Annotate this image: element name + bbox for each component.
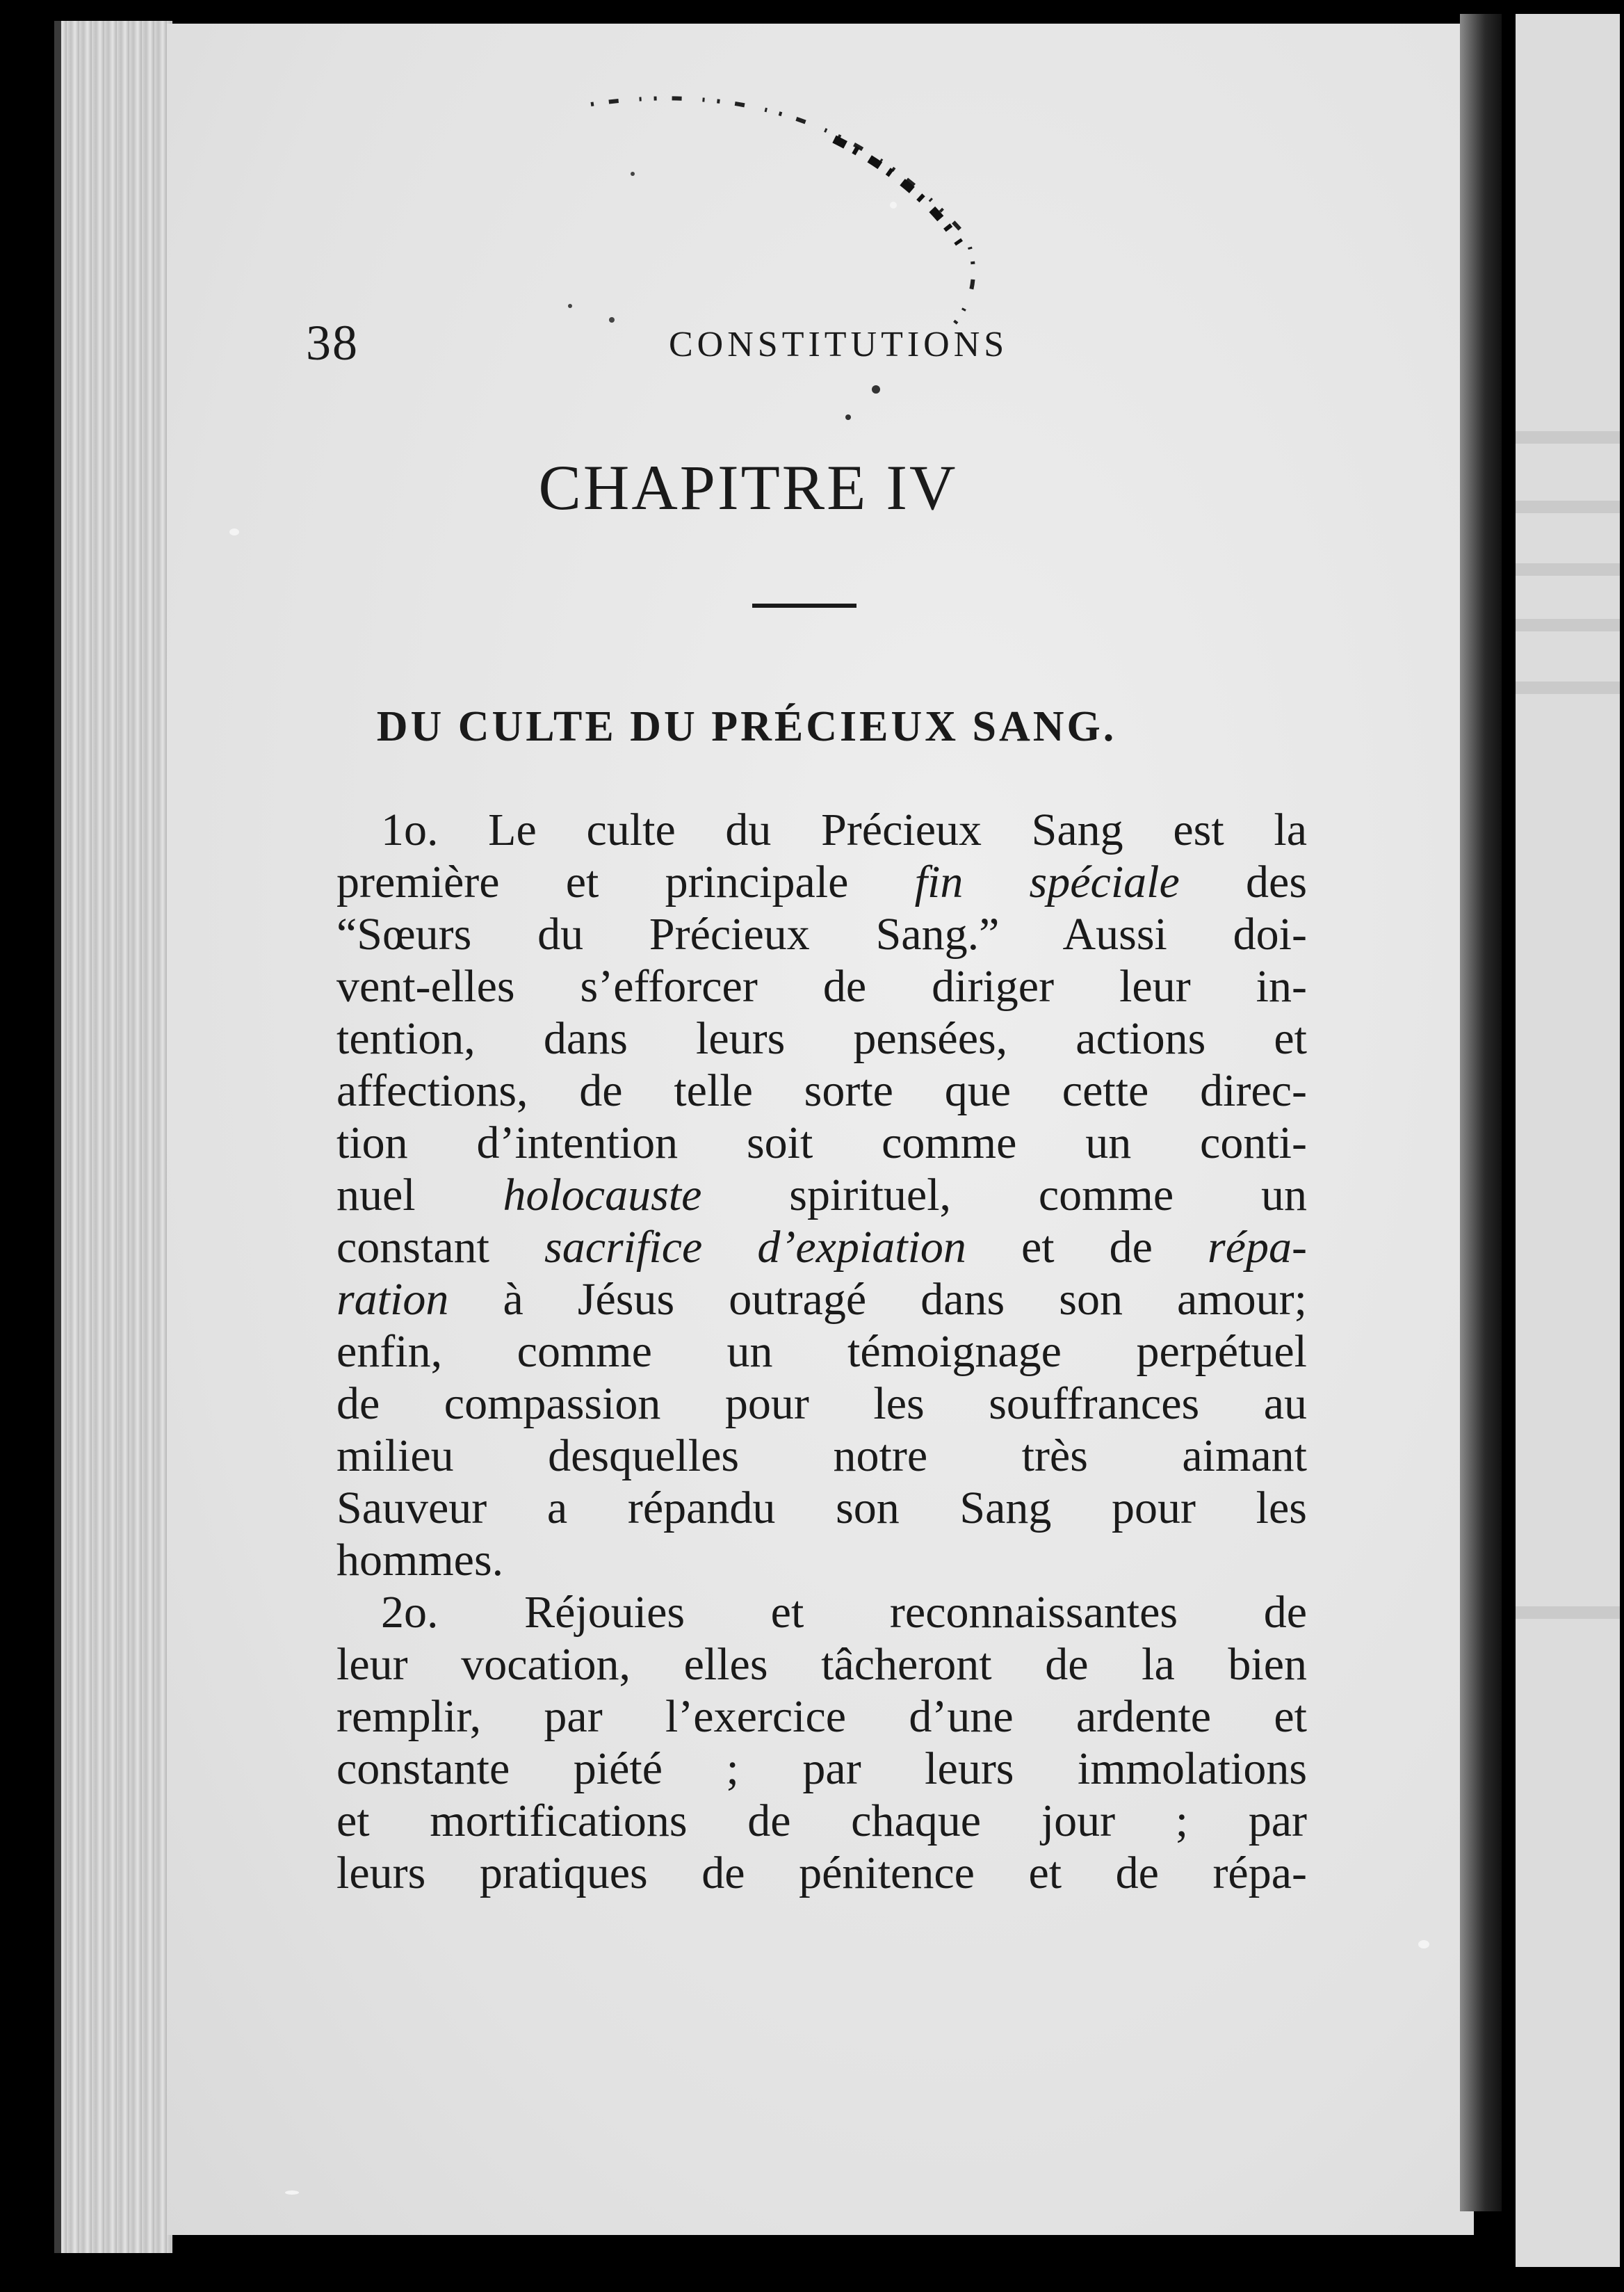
- running-head-title: CONSTITUTIONS: [669, 325, 1009, 364]
- text-run: Sauveur a répandu son Sang pour les: [336, 1483, 1307, 1533]
- text-line: [336, 1482, 1307, 1534]
- text-run: tion d’intention soit comme un conti-: [336, 1117, 1307, 1168]
- dust-speck: [285, 2190, 299, 2195]
- text-line: [336, 960, 1307, 1012]
- text-run: “Sœurs du Précieux Sang.” Aussi doi-: [336, 909, 1307, 960]
- text-run: et mortifications de chaque jour ; par: [336, 1795, 1307, 1846]
- show-through-line: [1516, 563, 1620, 576]
- section-heading: [0, 702, 1624, 752]
- text-run: remplir, par l’exercice d’une ardente et: [336, 1691, 1307, 1742]
- text-run: milieu desquelles notre très aimant: [336, 1430, 1307, 1481]
- page-edge-shadow: [54, 21, 61, 2253]
- text-run: nuel: [336, 1170, 503, 1220]
- italic-text: holocauste: [503, 1170, 702, 1220]
- text-run: à Jésus outragé dans son amour;: [448, 1274, 1307, 1325]
- text-line: [336, 804, 1307, 856]
- text-line: [336, 1221, 1307, 1273]
- text-run: des: [1179, 857, 1307, 907]
- page-edges: [54, 21, 172, 2253]
- text-run: de compassion pour les souffrances au: [336, 1378, 1307, 1429]
- italic-text: sacrifice d’expiation: [544, 1222, 966, 1273]
- text-line: [336, 1690, 1307, 1743]
- text-run: 2o. Réjouies et reconnaissantes de: [381, 1587, 1307, 1638]
- dust-speck: [890, 202, 897, 209]
- text-run: affections, de telle sorte que cette direc-: [336, 1065, 1307, 1116]
- text-run: constante piété ; par leurs immolations: [336, 1743, 1307, 1794]
- page-gutter: [1460, 14, 1502, 2211]
- text-run: leur vocation, elles tâcheront de la bien: [336, 1639, 1307, 1690]
- text-line: [336, 1586, 1307, 1638]
- show-through-line: [1516, 431, 1620, 444]
- dust-speck: [229, 528, 239, 535]
- text-run: et de: [966, 1222, 1208, 1273]
- text-run: vent-elles s’efforcer de diriger leur in-: [336, 961, 1307, 1012]
- text-run: tention, dans leurs pensées, actions et: [336, 1013, 1307, 1064]
- show-through-line: [1516, 1606, 1620, 1619]
- text-line: [336, 1012, 1307, 1065]
- text-line: [336, 908, 1307, 960]
- text-line: [336, 1638, 1307, 1690]
- italic-text: répa-: [1208, 1222, 1307, 1273]
- text-run: constant: [336, 1222, 545, 1273]
- text-run: 1o. Le culte du Précieux Sang est la: [381, 805, 1307, 855]
- text-run: hommes.: [336, 1535, 504, 1585]
- text-line: [336, 1430, 1307, 1482]
- paragraph: [336, 1586, 1307, 1899]
- text-line: [336, 1378, 1307, 1430]
- show-through-line: [1516, 619, 1620, 631]
- chapter-title: CHAPITRE IV: [538, 452, 958, 523]
- text-run: première et principale: [336, 857, 915, 907]
- library-stamp-mark: [528, 83, 1015, 445]
- text-run: spirituel, comme un: [701, 1170, 1307, 1220]
- italic-text: ration: [336, 1274, 449, 1325]
- text-run: enfin, comme un témoignage perpétuel: [336, 1326, 1307, 1377]
- chapter-heading: [0, 451, 1624, 524]
- text-line: [336, 1169, 1307, 1221]
- text-line: [336, 856, 1307, 908]
- running-head: [306, 314, 1029, 370]
- text-line: [336, 1273, 1307, 1325]
- section-title: DU CULTE DU PRÉCIEUX SANG.: [376, 703, 1117, 750]
- text-line: [336, 1743, 1307, 1795]
- text-line: [336, 1847, 1307, 1899]
- body-text: [336, 804, 1307, 1899]
- show-through-line: [1516, 681, 1620, 694]
- text-line: [336, 1065, 1307, 1117]
- text-line: [336, 1534, 1307, 1586]
- paragraph: [336, 804, 1307, 1586]
- text-line: [336, 1795, 1307, 1847]
- facing-page: [1516, 14, 1620, 2267]
- text-line: [336, 1117, 1307, 1169]
- dust-speck: [1418, 1940, 1429, 1948]
- page-number: 38: [306, 315, 359, 371]
- italic-text: fin spéciale: [914, 857, 1180, 907]
- text-line: [336, 1325, 1307, 1378]
- text-run: leurs pratiques de pénitence et de répa-: [336, 1848, 1307, 1898]
- heading-rule: [752, 604, 856, 608]
